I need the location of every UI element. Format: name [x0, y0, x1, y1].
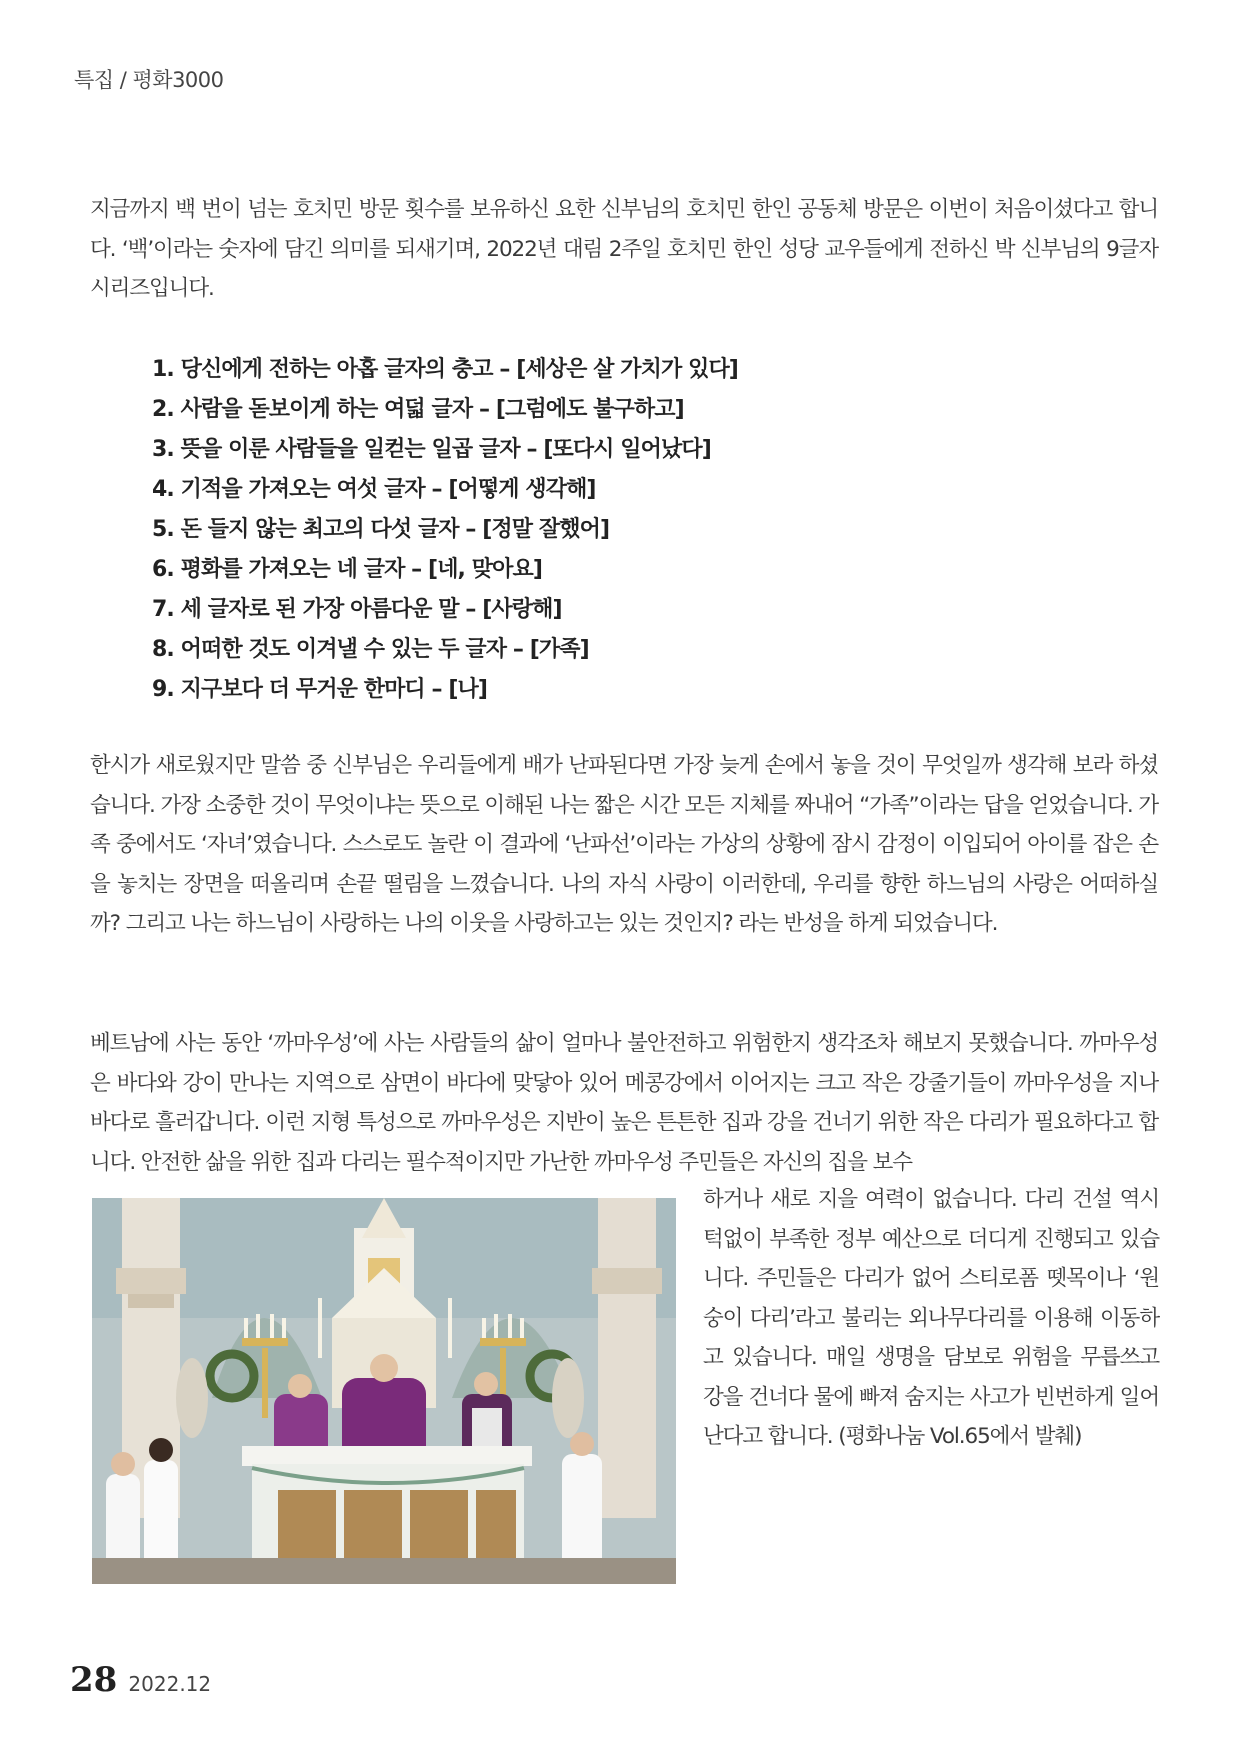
list-item: 1. 당신에게 전하는 아홉 글자의 충고 – [세상은 살 가치가 있다]	[152, 357, 738, 382]
list-item: 9. 지구보다 더 무거운 한마디 – [나]	[152, 677, 488, 702]
list-item: 2. 사람을 돋보이게 하는 여덟 글자 – [그럼에도 불구하고]	[152, 397, 684, 422]
page-number: 28	[70, 1660, 118, 1700]
camau-paragraph-continued: 하거나 새로 지을 여력이 없습니다. 다리 건설 역시 턱없이 부족한 정부 예산으로 더디게 진행되고 있습니다. 주민들은 다리가 없어 스티로폼 뗏목이나 ‘원숭이 다리’라고 불리는 외나무다리를 이용해 이동하고 있습니다. 매일 생명을 담보로 위험을 무릅쓰고 강을 건너다 물에 빠져 숨지는 사고가 빈번하게 일어난다고 합니다. (평화나눔 Vol.65에서 발췌)	[703, 1187, 1159, 1449]
church-altar-photo	[92, 1198, 676, 1584]
reflection-paragraph: 한시가 새로웠지만 말씀 중 신부님은 우리들에게 배가 난파된다면 가장 늦게 손에서 놓을 것이 무엇일까 생각해 보라 하셨습니다. 가장 소중한 것이 무엇이냐는 뜻으로 이해된 나는 짧은 시간 모든 지체를 짜내어 “가족”이라는 답을 얻었습니다. 가족 중에서도 ‘자녀’였습니다. 스스로도 놀란 이 결과에 ‘난파선’이라는 가상의 상황에 잠시 감정이 이입되어 아이를 잡은 손을 놓치는 장면을 떠올리며 손끝 떨림을 느꼈습니다. 나의 자식 사랑이 이러한데, 우리를 향한 하느님의 사랑은 어떠하실까? 그리고 나는 하느님이 사랑하는 나의 이웃을 사랑하고는 있는 것인지? 라는 반성을 하게 되었습니다.	[90, 753, 1158, 936]
nine-letter-series-list	[152, 350, 738, 710]
list-item: 5. 돈 들지 않는 최고의 다섯 글자 – [정말 잘했어]	[152, 517, 610, 542]
list-item: 8. 어떠한 것도 이겨낼 수 있는 두 글자 – [가족]	[152, 637, 589, 662]
list-item: 6. 평화를 가져오는 네 글자 – [네, 맞아요]	[152, 557, 542, 582]
issue-date: 2022.12	[128, 1672, 212, 1696]
intro-paragraph: 지금까지 백 번이 넘는 호치민 방문 횟수를 보유하신 요한 신부님의 호치민 한인 공동체 방문은 이번이 처음이셨다고 합니다. ‘백’이라는 숫자에 담긴 의미를 되새기며, 2022년 대림 2주일 호치민 한인 성당 교우들에게 전하신 박 신부님의 9글자 시리즈입니다.	[90, 197, 1158, 301]
list-item: 7. 세 글자로 된 가장 아름다운 말 – [사랑해]	[152, 597, 562, 622]
list-item: 3. 뜻을 이룬 사람들을 일컫는 일곱 글자 – [또다시 일어났다]	[152, 437, 711, 462]
list-item: 4. 기적을 가져오는 여섯 글자 – [어떻게 생각해]	[152, 477, 596, 502]
page-footer	[70, 1660, 211, 1700]
camau-paragraph: 베트남에 사는 동안 ‘까마우성’에 사는 사람들의 삶이 얼마나 불안전하고 위험한지 생각조차 해보지 못했습니다. 까마우성은 바다와 강이 만나는 지역으로 삼면이 바다에 맞닿아 있어 메콩강에서 이어지는 크고 작은 강줄기들이 까마우성을 지나 바다로 흘러갑니다. 이런 지형 특성으로 까마우성은 지반이 높은 튼튼한 집과 강을 건너기 위한 작은 다리가 필요하다고 합니다. 안전한 삶을 위한 집과 다리는 필수적이지만 가난한 까마우성 주민들은 자신의 집을 보수	[90, 1031, 1158, 1175]
section-header: 특집 / 평화3000	[74, 68, 224, 92]
